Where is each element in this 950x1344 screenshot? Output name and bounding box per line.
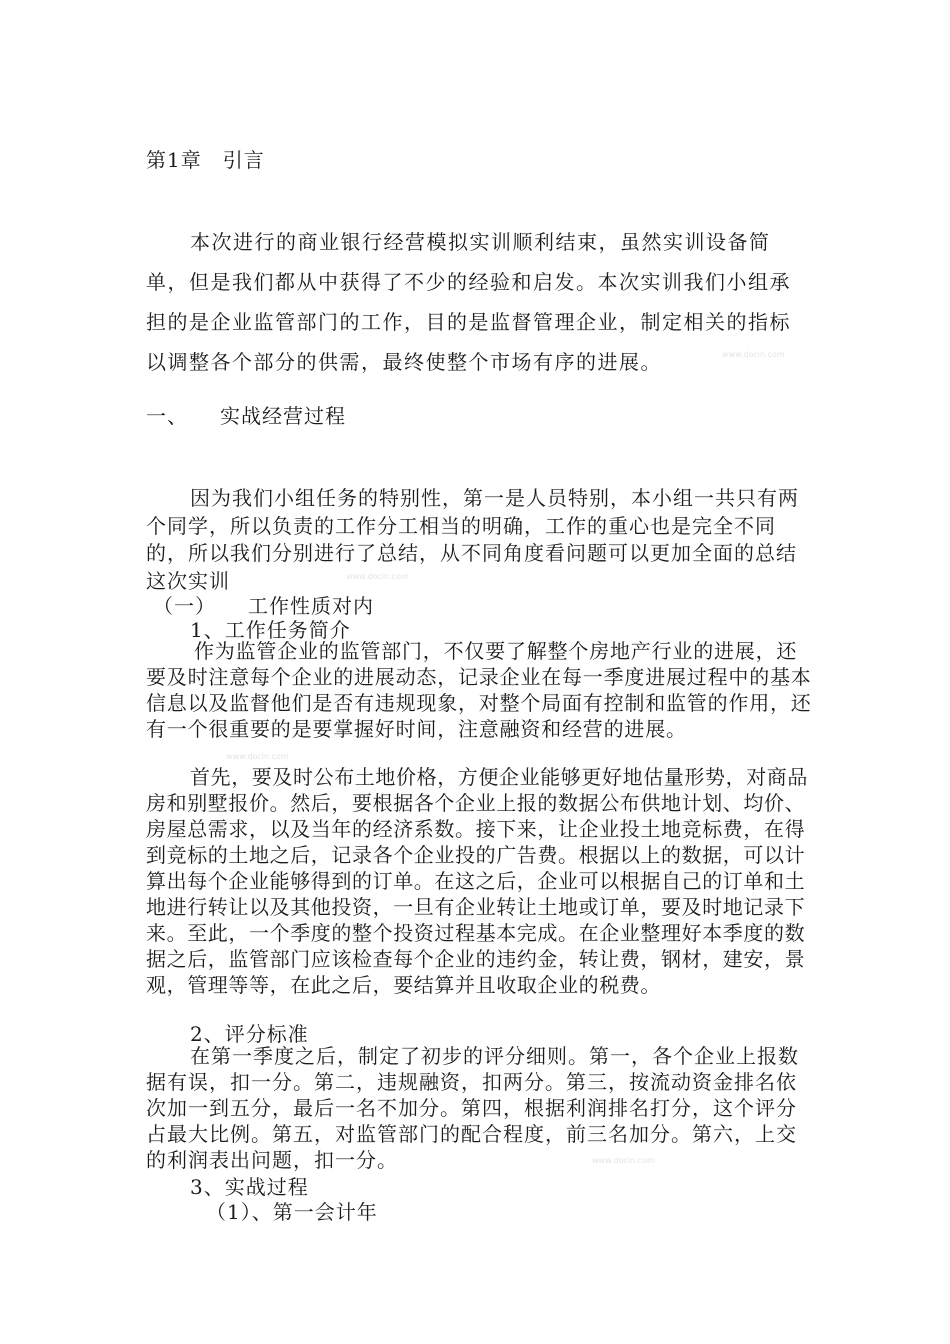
process-heading: 3、实战过程 (190, 1175, 309, 1199)
score-heading: 2、评分标准 (190, 1022, 309, 1046)
score-paragraph: 在第一季度之后，制定了初步的评分细则。第一，各个企业上报数据有误，扣一分。第二，违规融资，扣两分。第三，按流动资金排名依次加一到五分，最后一名不加分。第四，根据利润排名打分，这个评分占最大比例。第五，对监管部门的配合程度，前三名加分。第六，上交的利润表出问题，扣一分。 (146, 1044, 799, 1172)
section-one-paragraph: 因为我们小组任务的特别性，第一是人员特别，本小组一共只有两个同学，所以负责的工作分工相当的明确，工作的重心也是完全不同的，所以我们分别进行了总结，从不同角度看问题可以更加全面的总结这次实训 (146, 486, 799, 593)
chapter-title: 第1章 引言 (146, 148, 265, 172)
first-year-heading: （1）、第一会计年 (206, 1200, 378, 1224)
procedure-paragraph: 首先，要及时公布土地价格，方便企业能够更好地估量形势，对商品房和别墅报价。然后，要根据各个企业上报的数据公布供地计划、均价、房屋总需求，以及当年的经济系数。接下来，让企业投土地竞标费，在得到竞标的土地之后，记录各个企业投的广告费。根据以上的数据，可以计算出每个企业能够得到的订单。在这之后，企业可以根据自己的订单和土地进行转让以及其他投资，一旦有企业转让土地或订单，要及时地记录下来。至此，一个季度的整个投资过程基本完成。在企业整理好本季度的数据之后，监管部门应该检查每个企业的违约金，转让费，钢材，建安，景观，管理等等，在此之后，要结算并且收取企业的税费。 (146, 765, 808, 997)
watermark-text: www.docin.com (346, 572, 409, 581)
subsection-one-title: （一） 工作性质对内 (153, 594, 374, 618)
task-heading: 1、工作任务简介 (190, 618, 351, 642)
task-paragraph: 作为监管企业的监管部门，不仅要了解整个房地产行业的进展，还要及时注意每个企业的进展动态，记录企业在每一季度进展过程中的基本信息以及监督他们是否有违规现象，对整个局面有控制和监管的作用，还有一个很重要的是要掌握好时间，注意融资和经营的进展。 (146, 639, 812, 741)
intro-paragraph: 本次进行的商业银行经营模拟实训顺利结束，虽然实训设备简单，但是我们都从中获得了不少的经验和启发。本次实训我们小组承担的是企业监管部门的工作，目的是监督管理企业，制定相关的指标以调整各个部分的供需，最终使整个市场有序的进展。 (146, 230, 791, 374)
watermark-text: www.docin.com (722, 350, 785, 359)
watermark-text: www.docin.com (226, 752, 289, 761)
watermark-text: www.docin.com (592, 1156, 655, 1165)
section-one-title: 一、 实战经营过程 (146, 404, 346, 428)
